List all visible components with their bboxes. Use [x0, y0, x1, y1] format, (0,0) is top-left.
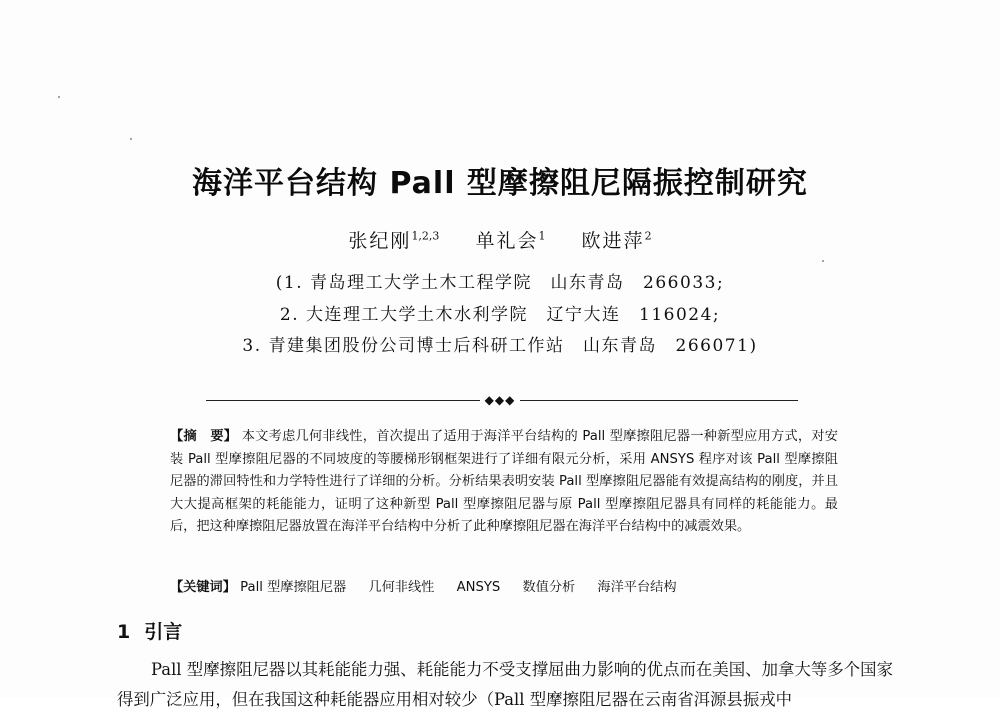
keywords-label: 【关键词】 — [170, 580, 236, 595]
keyword: 几何非线性 — [368, 580, 435, 595]
section-heading — [117, 617, 182, 644]
divider-ornament-icon: ◆◆◆ — [480, 393, 520, 407]
abstract-label: 【摘 要】 — [170, 429, 238, 444]
keyword: Pall 型摩擦阻尼器 — [240, 580, 347, 595]
abstract — [170, 426, 838, 539]
abstract-text: 本文考虑几何非线性，首次提出了适用于海洋平台结构的 Pall 型摩擦阻尼器一种新型应用方式，对安装 Pall 型摩擦阻尼器的不同坡度的等腰梯形钢框架进行了详细有限元分析，采用 ANSYS 程序对该 Pall 型摩擦阻尼器的滞回特性和力学特性进行了详细的分析。分析结果表明安装 Pall 型摩擦阻尼器能有效提高结构的刚度，并且大大提高框架的耗能能力，证明了这种新型 Pall 型摩擦阻尼器与原 Pall 型摩擦阻尼器具有同样的耗能能力。最后，把这种摩擦阻尼器放置在海洋平台结构中分析了此种摩擦阻尼器在海洋平台结构中的减震效果。 — [170, 429, 838, 535]
author-name: 张纪刚 — [348, 230, 412, 252]
scan-speck — [58, 96, 60, 98]
body-paragraph: Pall 型摩擦阻尼器以其耗能能力强、耗能能力不受支撑屈曲力影响的优点而在美国、加拿大等多个国家得到广泛应用，但在我国这种耗能器应用相对较少（Pall 型摩擦阻尼器在云南省洱源县振戎中 — [117, 660, 893, 709]
affiliation: 3. 青建集团股份公司博士后科研工作站 山东青岛 266071) — [242, 336, 758, 356]
affiliation: 2. 大连理工大学土木水利学院 辽宁大连 116024; — [279, 305, 721, 325]
keyword: ANSYS — [456, 580, 501, 595]
affiliation: (1. 青岛理工大学土木工程学院 山东青岛 266033; — [275, 273, 725, 293]
keyword: 数值分析 — [522, 580, 576, 595]
keywords — [170, 576, 838, 595]
author — [475, 230, 545, 252]
author-line — [0, 226, 1000, 253]
author — [348, 230, 439, 252]
author-affil-ref: 1 — [538, 229, 546, 243]
author-name: 单礼会 — [475, 230, 539, 252]
scan-speck — [822, 260, 824, 262]
author — [582, 230, 652, 252]
section-title: 引言 — [144, 621, 183, 643]
scan-speck — [130, 138, 132, 140]
paper-title: 海洋平台结构 Pall 型摩擦阻尼隔振控制研究 — [192, 166, 808, 201]
section-number: 1 — [117, 621, 131, 643]
keyword: 海洋平台结构 — [597, 580, 677, 595]
author-affil-ref: 1,2,3 — [411, 229, 440, 243]
author-name: 欧进萍 — [581, 230, 645, 252]
author-affil-ref: 2 — [644, 229, 652, 243]
